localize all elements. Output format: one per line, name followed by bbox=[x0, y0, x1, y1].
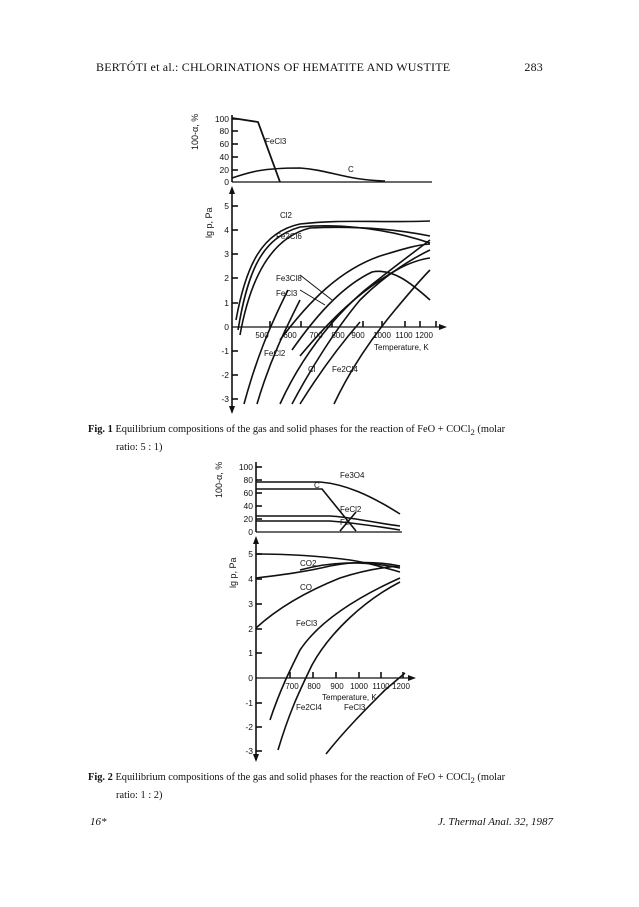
fig1-top-ytick: 20 bbox=[219, 165, 229, 175]
fig2-top-ytick: 40 bbox=[243, 501, 253, 511]
fig1-label-fecl3-gas: FeCl3 bbox=[276, 289, 298, 298]
fig1-top-ytick: 100 bbox=[214, 114, 229, 124]
page-footer bbox=[90, 816, 553, 832]
fig1-xtick: 600 bbox=[283, 331, 297, 340]
fig2-top-ytick: 100 bbox=[238, 462, 253, 472]
fig2-label-fecl3: FeCl3 bbox=[296, 619, 318, 628]
fig2-top-ylabel: 100-α, % bbox=[214, 461, 224, 498]
fig1-top-ytick: 60 bbox=[219, 139, 229, 149]
fig1-bottom-ylabel: lg p, Pa bbox=[204, 207, 214, 238]
fig2-label-fecl2: FeCl2 bbox=[340, 505, 362, 514]
fig1-label-fe3cl8: Fe3Cl8 bbox=[276, 274, 302, 283]
fig2-top-ytick: 20 bbox=[243, 514, 253, 524]
fig1-bottom-ytick: 5 bbox=[224, 201, 229, 211]
fig1-xtick: 1100 bbox=[395, 331, 413, 340]
fig1-label-fecl3: FeCl3 bbox=[265, 137, 287, 146]
fig2-label-fe3o4: Fe3O4 bbox=[340, 471, 365, 480]
fig1-bottom-ytick: -1 bbox=[221, 346, 229, 356]
footer-signature: 16* bbox=[90, 816, 107, 828]
fig1-bottom-ytick: 4 bbox=[224, 225, 229, 235]
fig1-caption-text: Equilibrium compositions of the gas and solid phases for the reaction of FeO + COCl bbox=[115, 424, 471, 435]
fig2-xtick: 900 bbox=[330, 682, 344, 691]
fig1-caption-end: (molar bbox=[474, 424, 506, 435]
fig2-bottom-ytick: 0 bbox=[248, 673, 253, 683]
fig1-top-ytick: 80 bbox=[219, 126, 229, 136]
fig2-label-co2: CO2 bbox=[300, 559, 317, 568]
fig1-label-fe2cl6: Fe2Cl6 bbox=[276, 232, 302, 241]
fig2-top-ytick: 80 bbox=[243, 475, 253, 485]
fig2-xlabel: Temperature, K bbox=[322, 693, 377, 702]
fig2-label-co: CO bbox=[300, 583, 312, 592]
fig2-caption-text: Equilibrium compositions of the gas and solid phases for the reaction of FeO + COCl bbox=[115, 772, 471, 783]
fig2-bottom-ytick: 1 bbox=[248, 648, 253, 658]
fig1-top-ytick: 40 bbox=[219, 152, 229, 162]
figure-2 bbox=[0, 455, 639, 765]
fig1-bottom-ytick: 1 bbox=[224, 298, 229, 308]
fig1-bottom-ytick: -2 bbox=[221, 370, 229, 380]
fig1-xlabel: Temperature, K bbox=[374, 343, 429, 352]
fig1-bottom-ytick: 2 bbox=[224, 273, 229, 283]
fig1-label-fecl2: FeCl2 bbox=[264, 349, 286, 358]
fig1-bottom-ytick: 3 bbox=[224, 249, 229, 259]
fig1-caption-sub: 2 bbox=[470, 427, 475, 438]
fig2-top-ytick: 0 bbox=[248, 527, 253, 537]
fig1-caption-label: Fig. 1 bbox=[88, 424, 113, 435]
fig1-top-ylabel: 100-α, % bbox=[190, 113, 200, 150]
fig2-bottom-ytick: 2 bbox=[248, 624, 253, 634]
fig1-top-ytick: 0 bbox=[224, 177, 229, 187]
fig2-caption-line2: ratio: 1 : 2) bbox=[116, 790, 163, 802]
page-number: 283 bbox=[524, 60, 543, 74]
fig2-label-c: C bbox=[314, 481, 320, 490]
fig2-caption-end: (molar bbox=[474, 772, 506, 783]
fig2-caption-sub: 2 bbox=[470, 775, 475, 786]
fig2-bottom-ytick: -3 bbox=[245, 746, 253, 756]
fig2-bottom-ytick: 3 bbox=[248, 599, 253, 609]
fig1-bottom-ytick: 0 bbox=[224, 322, 229, 332]
fig2-caption-label: Fig. 2 bbox=[88, 772, 113, 783]
running-header bbox=[96, 60, 543, 78]
figure-1-caption bbox=[88, 422, 558, 455]
fig1-xtick: 800 bbox=[331, 331, 345, 340]
fig1-label-fe2cl4: Fe2Cl4 bbox=[332, 365, 358, 374]
fig2-bottom-ylabel: lg p, Pa bbox=[228, 557, 238, 588]
fig1-label-cl: Cl bbox=[308, 365, 316, 374]
fig2-label-fe: Fe bbox=[340, 518, 350, 527]
fig2-xtick: 700 bbox=[285, 682, 299, 691]
figure-2-caption bbox=[88, 770, 558, 803]
fig1-label-cl2: Cl2 bbox=[280, 211, 293, 220]
fig2-label-fe2cl4: Fe2Cl4 bbox=[296, 703, 322, 712]
fig2-xtick: 1100 bbox=[372, 682, 390, 691]
fig1-xtick: 1000 bbox=[373, 331, 391, 340]
fig2-xtick: 800 bbox=[307, 682, 321, 691]
fig2-bottom-ytick: 5 bbox=[248, 549, 253, 559]
fig2-label-fecl3-lower: FeCl3 bbox=[344, 703, 366, 712]
fig1-xtick: 500 bbox=[255, 331, 269, 340]
figure-1 bbox=[0, 100, 639, 420]
fig2-xtick: 1200 bbox=[392, 682, 410, 691]
fig1-xtick: 900 bbox=[351, 331, 365, 340]
fig2-bottom-ytick: -2 bbox=[245, 722, 253, 732]
fig1-bottom-ytick: -3 bbox=[221, 394, 229, 404]
fig2-bottom-ytick: 4 bbox=[248, 574, 253, 584]
fig1-caption-line2: ratio: 5 : 1) bbox=[116, 442, 163, 454]
fig1-xtick: 700 bbox=[309, 331, 323, 340]
fig1-label-c: C bbox=[348, 165, 354, 174]
running-title: BERTÓTI et al.: CHLORINATIONS OF HEMATITE AND WUSTITE bbox=[96, 60, 451, 74]
fig2-top-ytick: 60 bbox=[243, 488, 253, 498]
fig2-xtick: 1000 bbox=[350, 682, 368, 691]
fig1-xtick: 1200 bbox=[415, 331, 433, 340]
footer-journal: J. Thermal Anal. 32, 1987 bbox=[438, 816, 553, 828]
fig2-bottom-ytick: -1 bbox=[245, 698, 253, 708]
